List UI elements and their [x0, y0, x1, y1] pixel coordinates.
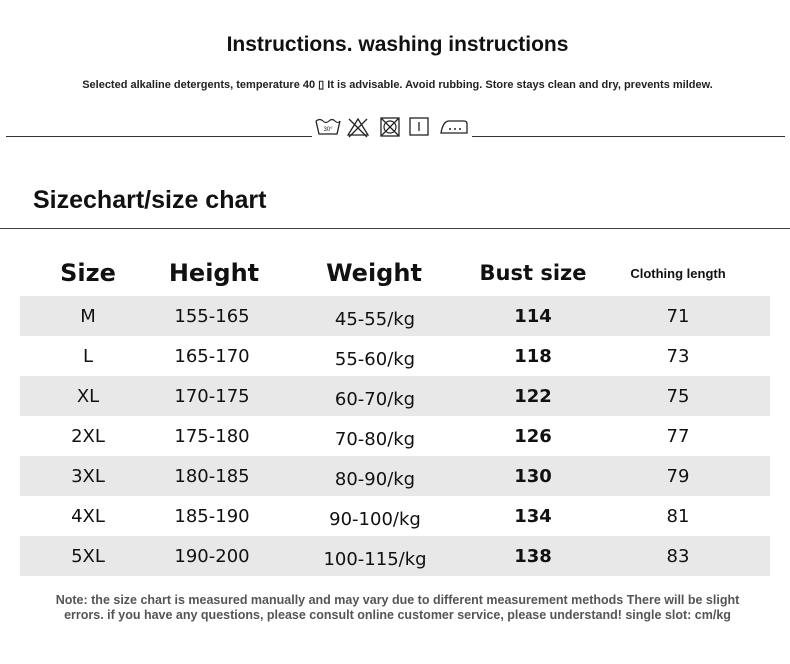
cell-length: 83: [666, 545, 690, 567]
table-row: [20, 296, 770, 336]
cell-height: 185-190: [174, 505, 250, 527]
cell-weight: 55-60/kg: [334, 348, 416, 370]
cell-length: 73: [666, 345, 690, 367]
wash-temp-label: 30°: [323, 127, 333, 133]
header-size: Size: [60, 259, 116, 287]
cell-bust: 118: [514, 345, 552, 367]
care-icons: [312, 116, 472, 140]
size-table-header: [20, 252, 770, 294]
size-table-body: [20, 296, 770, 576]
iron-icon: [438, 116, 470, 138]
cell-height: 170-175: [174, 385, 250, 407]
note-line-1: Note: the size chart is measured manually and may vary due to different measurement methods There will be slight: [55, 593, 740, 607]
cell-weight: 80-90/kg: [334, 468, 416, 490]
cell-length: 79: [666, 465, 690, 487]
table-row: [20, 336, 770, 376]
cell-weight: 60-70/kg: [334, 388, 416, 410]
size-chart-note: [0, 593, 790, 623]
do-not-tumble-dry-icon: [378, 116, 402, 138]
instructions-title: Instructions. washing instructions: [226, 33, 569, 56]
header-length: Clothing length: [630, 265, 726, 281]
cell-bust: 134: [514, 505, 552, 527]
cell-bust: 122: [514, 385, 552, 407]
cell-height: 175-180: [174, 425, 250, 447]
size-chart-divider: [0, 228, 790, 229]
cell-height: 165-170: [174, 345, 250, 367]
instructions-subtitle: Selected alkaline detergents, temperature 40 ▯ It is advisable. Avoid rubbing. Store stays clean and dry, prevents mildew.: [82, 79, 713, 91]
cell-weight: 45-55/kg: [334, 308, 416, 330]
cell-length: 75: [666, 385, 690, 407]
cell-length: 71: [666, 305, 690, 327]
size-chart-title: Sizechart/size chart: [33, 186, 267, 214]
header-height: Height: [168, 259, 260, 287]
cell-height: 180-185: [174, 465, 250, 487]
table-row: [20, 536, 770, 576]
header-bust: Bust size: [479, 261, 587, 285]
cell-size: 5XL: [71, 545, 105, 567]
cell-height: 190-200: [174, 545, 250, 567]
cell-size: L: [82, 345, 94, 367]
cell-size: XL: [76, 385, 100, 407]
cell-weight: 100-115/kg: [323, 548, 427, 570]
cell-weight: 70-80/kg: [334, 428, 416, 450]
cell-bust: 130: [514, 465, 552, 487]
table-row: [20, 416, 770, 456]
cell-bust: 138: [514, 545, 552, 567]
header-weight: Weight: [326, 259, 422, 287]
note-line-2: errors. if you have any questions, please consult online customer service, please understand! single slot: cm/kg: [64, 608, 731, 622]
wash-30-icon: [314, 116, 342, 138]
cell-size: M: [80, 305, 96, 327]
cell-length: 77: [666, 425, 690, 447]
cell-height: 155-165: [174, 305, 250, 327]
line-dry-icon: [408, 116, 430, 138]
cell-size: 2XL: [71, 425, 105, 447]
divider-right: [472, 136, 785, 137]
table-row: [20, 456, 770, 496]
cell-weight: 90-100/kg: [329, 508, 421, 530]
cell-size: 3XL: [71, 465, 105, 487]
cell-bust: 114: [514, 305, 552, 327]
table-row: [20, 496, 770, 536]
cell-size: 4XL: [71, 505, 105, 527]
cell-length: 81: [666, 505, 690, 527]
table-row: [20, 376, 770, 416]
divider-left: [6, 136, 312, 137]
do-not-bleach-icon: [346, 116, 370, 138]
cell-bust: 126: [514, 425, 552, 447]
